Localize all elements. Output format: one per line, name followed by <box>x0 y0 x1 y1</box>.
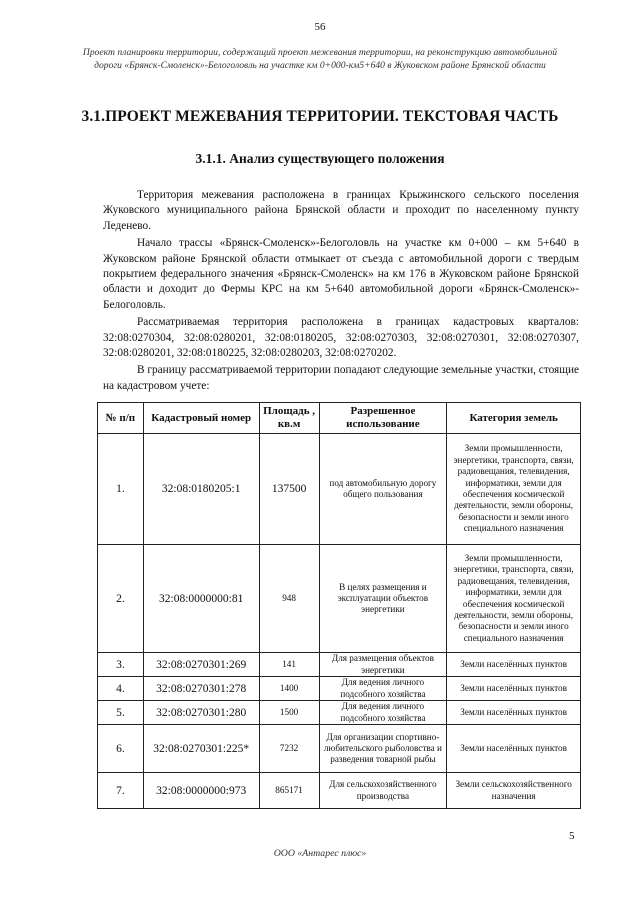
area-value: 948 <box>259 545 319 653</box>
table-row <box>98 725 581 773</box>
area-value: 137500 <box>259 434 319 545</box>
land-category: Земли населённых пунктов <box>447 677 581 701</box>
area-value: 1500 <box>259 701 319 725</box>
cadastral-number: 32:08:0000000:973 <box>143 773 259 809</box>
cadastral-number: 32:08:0270301:269 <box>143 653 259 677</box>
document-header-note: Проект планировки территории, содержащий проект межевания территории, на реконструкцию автомобильной дороги «Брянск-Смоленск»-Белоголовль на участке км 0+000-км5+640 в Жуковском районе Брянской области <box>82 47 558 71</box>
table-row <box>98 677 581 701</box>
permitted-use: Для размещения объектов энергетики <box>319 653 447 677</box>
row-number: 5. <box>98 701 144 725</box>
area-value: 1400 <box>259 677 319 701</box>
section-heading: 3.1.ПРОЕКТ МЕЖЕВАНИЯ ТЕРРИТОРИИ. ТЕКСТОВАЯ ЧАСТЬ <box>81 108 559 125</box>
area-value: 865171 <box>259 773 319 809</box>
row-number: 6. <box>98 725 144 773</box>
header-land-category: Категория земель <box>447 403 581 434</box>
permitted-use: под автомобильную дорогу общего пользования <box>319 434 447 545</box>
table-row <box>98 773 581 809</box>
permitted-use: В целях размещения и эксплуатации объектов энергетики <box>319 545 447 653</box>
paragraph-route: Начало трассы «Брянск-Смоленск»-Белоголовль на участке км 0+000 – км 5+640 в Жуковском районе Брянской области отмыкает от съезда с автомобильной дороги с твердым покрытием федерального значения «Брянск-Смоленск» на км 176 в Жуковском районе Брянской области и доходит до Фермы КРС на км 5+640 автомобильной дороги «Брянск-Смоленск»-Белоголовль. <box>103 237 579 311</box>
permitted-use: Для организации спортивно-любительского рыболовства и разведения товарной рыбы <box>319 725 447 773</box>
paragraph-territory: Территория межевания расположена в границах Крыжинского сельского поселения Жуковского муниципального района Брянской области и проходит по населенному пункту Леденево. <box>103 189 579 232</box>
table-row <box>98 545 581 653</box>
row-number: 2. <box>98 545 144 653</box>
page-number: 56 <box>314 21 326 33</box>
table-row <box>98 653 581 677</box>
land-category: Земли населённых пунктов <box>447 653 581 677</box>
permitted-use: Для ведения личного подсобного хозяйства <box>319 677 447 701</box>
permitted-use: Для ведения личного подсобного хозяйства <box>319 701 447 725</box>
header-area: Площадь , кв.м <box>259 403 319 434</box>
subsection-heading: 3.1.1. Анализ существующего положения <box>195 151 445 166</box>
cadastral-number: 32:08:0270301:278 <box>143 677 259 701</box>
land-category: Земли населённых пунктов <box>447 725 581 773</box>
land-category: Земли населённых пунктов <box>447 701 581 725</box>
header-permitted-use: Разрешенное использование <box>319 403 447 434</box>
cadastral-number: 32:08:0270301:280 <box>143 701 259 725</box>
header-number: № п/п <box>98 403 144 434</box>
land-category: Земли сельскохозяйственного назначения <box>447 773 581 809</box>
footer-company-name: ООО «Антарес плюс» <box>273 848 367 859</box>
permitted-use: Для сельскохозяйственного производства <box>319 773 447 809</box>
cadastral-number: 32:08:0180205:1 <box>143 434 259 545</box>
row-number: 1. <box>98 434 144 545</box>
land-category: Земли промышленности, энергетики, транспорта, связи, радиовещания, телевидения, информатики, земли для обеспечения космической деятельности, земли обороны, безопасности и земли иного специального назначения <box>447 434 581 545</box>
area-value: 7232 <box>259 725 319 773</box>
land-category: Земли промышленности, энергетики, транспорта, связи, радиовещания, телевидения, информатики, земли для обеспечения космической деятельности, земли обороны, безопасности и земли иного специального назначения <box>447 545 581 653</box>
header-cadastral-number: Кадастровый номер <box>143 403 259 434</box>
area-value: 141 <box>259 653 319 677</box>
table-header-row <box>98 403 581 434</box>
row-number: 7. <box>98 773 144 809</box>
table-row <box>98 701 581 725</box>
row-number: 4. <box>98 677 144 701</box>
paragraph-cadastral-quarters: Рассматриваемая территория расположена в границах кадастровых кварталов: 32:08:0270304, 32:08:0280201, 32:08:0180205, 32:08:0270303, 32:08:0270301, 32:08:0270307, 32:08:0280201, 32:08:0180225, 32:08:0280203, 32:08:0270202. <box>103 316 579 360</box>
cadastral-number: 32:08:0270301:225* <box>143 725 259 773</box>
body-text <box>103 188 579 394</box>
land-parcels-table <box>97 402 581 809</box>
cadastral-number: 32:08:0000000:81 <box>143 545 259 653</box>
footer-page-number: 5 <box>569 830 575 842</box>
paragraph-table-intro: В границу рассматриваемой территории попадают следующие земельные участки, стоящие на кадастровом учете: <box>103 364 579 392</box>
table-row <box>98 434 581 545</box>
row-number: 3. <box>98 653 144 677</box>
